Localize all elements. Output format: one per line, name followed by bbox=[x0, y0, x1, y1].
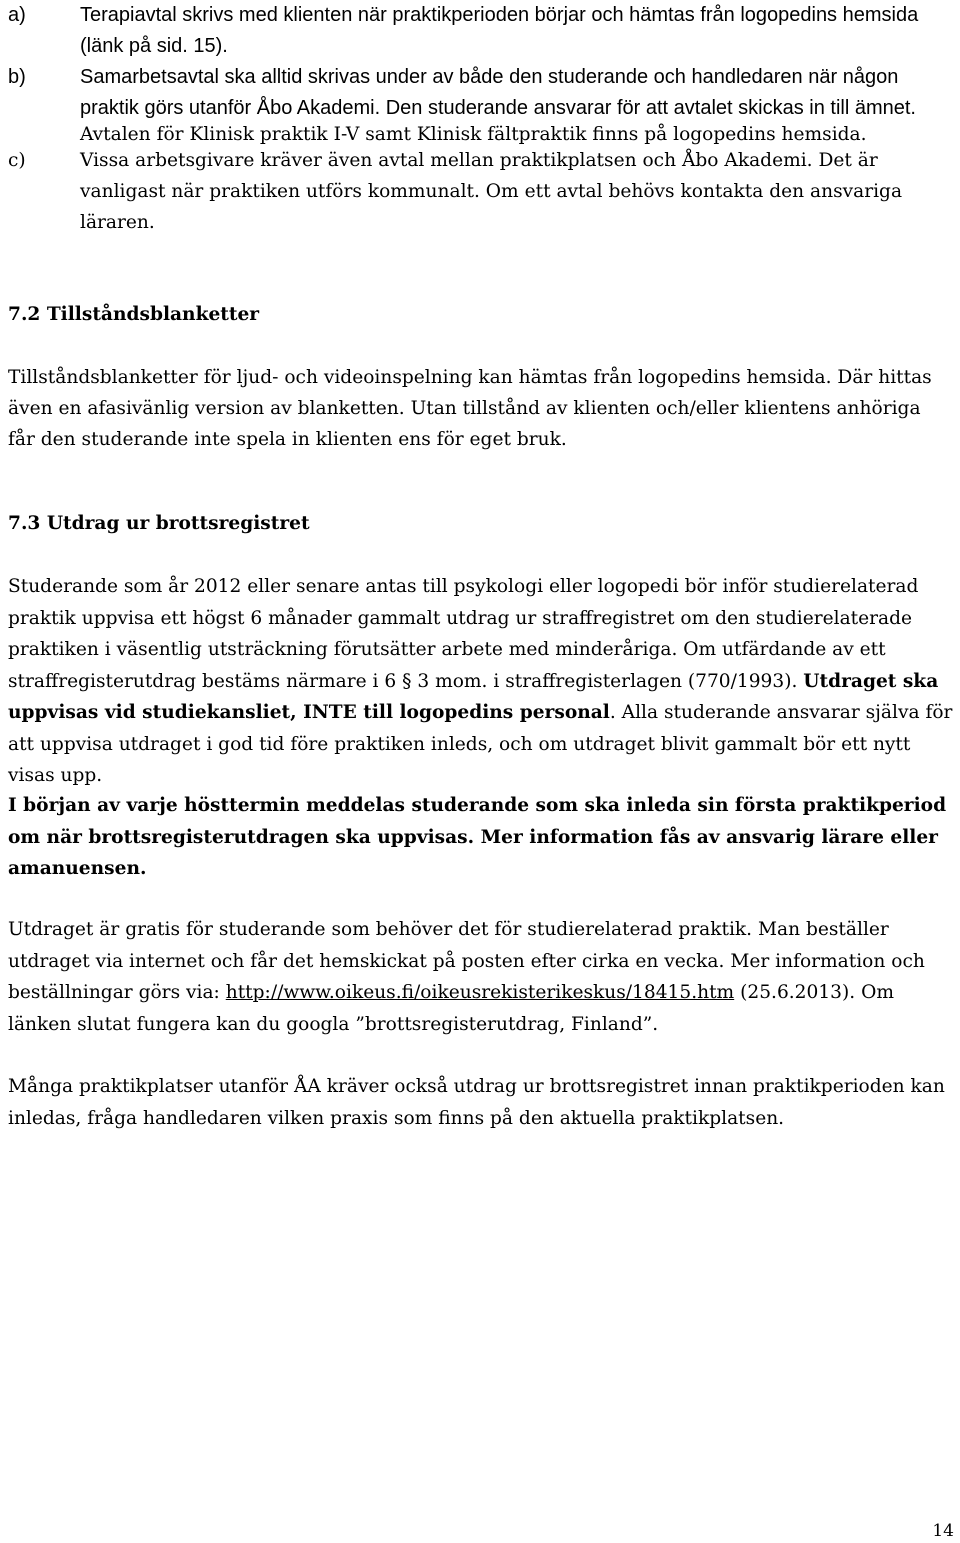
agreement-list bbox=[8, 0, 953, 238]
list-item-a bbox=[8, 0, 953, 62]
list-item-text: Terapiavtal skrivs med klienten när praktikperioden börjar och hämtas från logopedins hemsida (länk på sid. 15). bbox=[80, 4, 919, 57]
list-marker: b) bbox=[8, 66, 26, 88]
list-item-text: Vissa arbetsgivare kräver även avtal mellan praktikplatsen och Åbo Akademi. Det är vanligast när praktiken utförs kommunalt. Om ett avtal behövs kontakta den ansvariga läraren. bbox=[80, 150, 903, 233]
list-item-b bbox=[8, 62, 953, 145]
text-run: Studerande som år 2012 eller senare antas till psykologi eller logopedi bör inför studierelaterad praktik uppvisa ett högst 6 månader gammalt utdrag ur straffregistret om den studierelaterade praktiken i väsentlig utsträckning förutsätter arbete med minderåriga. Om utfärdande av ett straffregisterutdrag bestäms närmare i 6 § 3 mom. i straffregisterlagen (770/1993). bbox=[8, 576, 919, 692]
paragraph-permission-forms: Tillståndsblanketter för ljud- och videoinspelning kan hämtas från logopedins hemsida. Där hittas även en afasivänlig version av blanketten. Utan tillstånd av klienten och/eller klientens anhöriga får den studerande inte spela in klienten ens för eget bruk. bbox=[8, 367, 932, 450]
text-run: (25.6.2013). Om länken slutat fungera kan du googla ”brottsregisterutdrag, Finland”. bbox=[8, 982, 894, 1035]
list-item-text-part: Avtalen för Klinisk praktik I-V samt Klinisk fältpraktik finns på logopedins hemsida. bbox=[80, 124, 867, 145]
oikeus-link[interactable]: http://www.oikeus.fi/oikeusrekisterikeskus/18415.htm bbox=[225, 982, 735, 1003]
page-number: 14 bbox=[932, 1521, 954, 1541]
emphasis-text: Utdraget ska uppvisas vid studiekansliet, INTE till logopedins personal bbox=[8, 670, 939, 723]
list-item-text bbox=[80, 62, 953, 145]
list-item-text-part: Samarbetsavtal ska alltid skrivas under av både den studerande och handledaren när någon praktik görs utanför Åbo Akademi. Den studerande ansvarar för att avtalet skickas in till ämnet. bbox=[80, 66, 916, 119]
list-marker: c) bbox=[8, 150, 26, 171]
list-marker: a) bbox=[8, 4, 26, 26]
paragraph-criminal-record bbox=[8, 571, 953, 792]
list-item-c bbox=[8, 145, 953, 238]
paragraph-ordering-info bbox=[8, 914, 953, 1040]
paragraph-placements: Många praktikplatser utanför ÅA kräver också utdrag ur brottsregistret innan praktikperioden kan inledas, fråga handledaren vilken praxis som finns på den aktuella praktikplatsen. bbox=[8, 1076, 945, 1129]
section-heading-7-3: 7.3 Utdrag ur brottsregistret bbox=[8, 513, 310, 534]
text-run: Utdraget är gratis för studerande som behöver det för studierelaterad praktik. Man beställer utdraget via internet och får det hemskickat på posten efter cirka en vecka. Mer information och beställningar görs via: bbox=[8, 919, 925, 1003]
paragraph-autumn-notice: I början av varje hösttermin meddelas studerande som ska inleda sin första praktikperiod om när brottsregisterutdragen ska uppvisas. Mer information fås av ansvarig lärare eller amanuensen. bbox=[8, 795, 947, 879]
section-heading-7-2: 7.2 Tillståndsblanketter bbox=[8, 304, 260, 325]
text-run: . Alla studerande ansvarar själva för att uppvisa utdraget i god tid före praktiken inleds, och om utdraget blivit gammalt bör ett nytt visas upp. bbox=[8, 702, 953, 786]
